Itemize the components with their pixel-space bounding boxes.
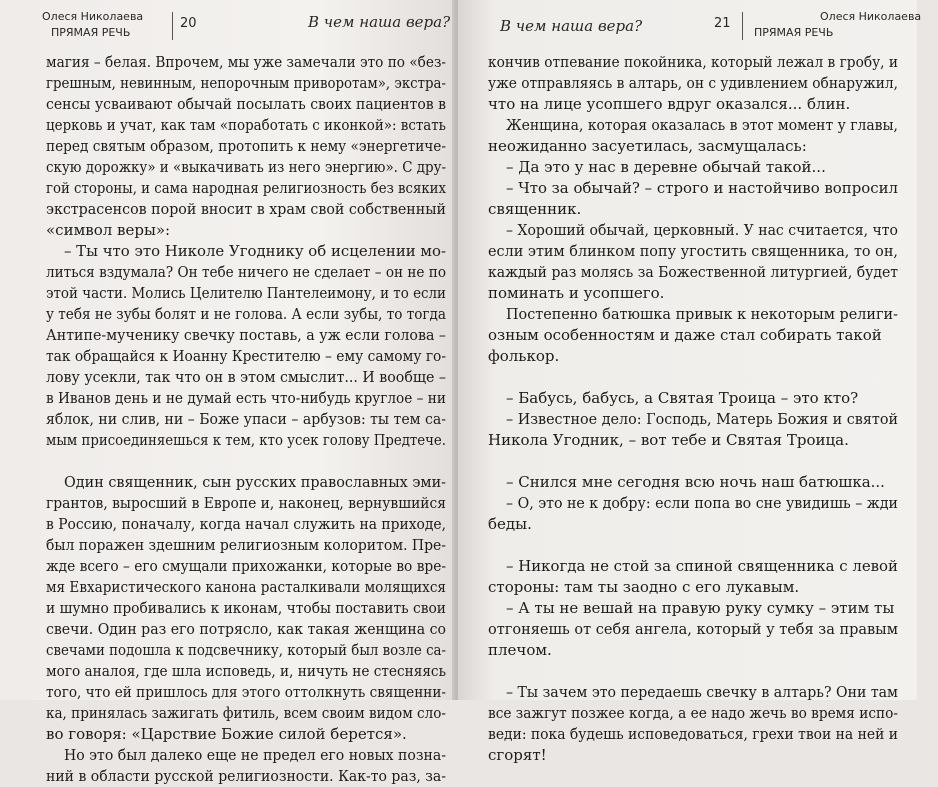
text-line: – Ты что это Николе Угоднику об исцелении мо-: [64, 242, 446, 260]
text-line: священник.: [488, 200, 582, 218]
text-line: что на лице усопшего вдруг оказался... блин.: [488, 95, 851, 113]
text-line: – Хороший обычай, церковный. У нас считается, что: [506, 221, 898, 239]
text-line: ка, принялась зажигать фитиль, всем своим видом сло-: [46, 704, 446, 722]
text-line: мым присоединяешься к тем, кто усек голову Предтече.: [46, 431, 446, 449]
text-line: Один священник, сын русских православных эми-: [64, 473, 446, 491]
left-header-divider: [172, 12, 173, 40]
text-line: – Известное дело: Господь, Матерь Божия и святой: [506, 410, 898, 428]
text-line: гой стороны, и сама народная религиозность без всяких: [46, 179, 446, 197]
text-line: Антипе-мученику свечку поставь, а уж если голова –: [46, 326, 446, 344]
left-page-number: 20: [180, 16, 197, 31]
right-author-name: Олеся Николаева: [820, 10, 922, 23]
text-line: – Бабусь, бабусь, а Святая Троица – это кто?: [506, 389, 859, 407]
text-line: – Никогда не стой за спиной священника с левой: [506, 557, 898, 575]
text-line: – А ты не вешай на правую руку сумку – этим ты: [506, 599, 895, 617]
right-page: [458, 0, 922, 764]
left-page: [0, 0, 456, 785]
text-line: – Что за обычай? – строго и настойчиво вопросил: [506, 179, 898, 197]
right-page-body: [488, 52, 898, 766]
text-line: свечи. Один раз его потрясло, как такая женщина со: [46, 620, 446, 638]
text-line: был поражен здешним религиозным колоритом. Пре-: [46, 536, 446, 554]
text-line: перед святым образом, протопить к нему «энергетиче-: [46, 137, 446, 155]
text-line: лову усекли, так что он в этом смыслит... И вообще –: [46, 368, 446, 386]
text-line: Постепенно батюшка привык к некоторым религи-: [506, 305, 898, 323]
text-line: озным особенностям и даже стал собирать такой: [488, 326, 882, 344]
right-running-title: В чем наша вера?: [500, 17, 643, 35]
right-header-divider: [742, 12, 743, 40]
text-line: в Иванов день и не думай есть что-нибудь круглое – ни: [46, 389, 446, 407]
text-line: экстрасенсов порой вносит в храм свой собственный: [46, 200, 446, 218]
text-line: во говоря: «Царствие Божие силой берется».: [46, 725, 407, 743]
paragraph-gap: [488, 367, 898, 388]
text-line: Никола Угодник, – вот тебе и Святая Троица.: [488, 431, 849, 449]
text-line: так обращайся к Иоанну Крестителю – ему самому го-: [46, 347, 446, 365]
text-line: магия – белая. Впрочем, мы уже замечали это по «без-: [46, 53, 446, 71]
paragraph-gap: [488, 661, 898, 682]
text-line: фолькор.: [488, 347, 560, 365]
left-series-name: ПРЯМАЯ РЕЧЬ: [51, 26, 131, 39]
text-line: яблок, ни слив, ни – Боже упаси – арбузов: ты тем са-: [46, 410, 446, 428]
text-line: отгоняешь от себя ангела, который у тебя за правым: [488, 620, 898, 638]
paragraph-gap: [46, 451, 446, 472]
text-line: у тебя не зубы болят и не голова. А если зубы, то тогда: [46, 305, 446, 323]
text-line: свечами подошла к подсвечнику, который был возле са-: [46, 641, 446, 659]
text-line: – О, это не к добру: если попа во сне увидишь – жди: [506, 494, 898, 512]
text-line: все зажгут позжее когда, а ее надо жечь во время испо-: [488, 704, 898, 722]
right-page-number: 21: [714, 16, 731, 31]
text-line: – Снился мне сегодня всю ночь наш батюшка...: [506, 473, 885, 491]
text-line: ний в области русской религиозности. Как-то раз, за-: [46, 767, 446, 785]
text-line: грешным, невинным, непорочным приворотам», экстра-: [46, 74, 446, 92]
text-line: скую дорожку» и «выкачивать из него энергию». С дру-: [46, 158, 446, 176]
text-line: неожиданно засуетилась, засмущалась:: [488, 137, 807, 155]
text-line: сенсы усваивают обычай посылать своих пациентов в: [46, 95, 446, 113]
left-author-name: Олеся Николаева: [42, 10, 144, 23]
text-line: – Да это у нас в деревне обычай такой...: [506, 158, 826, 176]
text-line: «символ веры»:: [46, 221, 171, 239]
text-line: мого аналоя, где шла исповедь, и, ничуть не стесняясь: [46, 662, 446, 680]
text-line: грантов, выросший в Европе и, наконец, вернувшийся: [46, 494, 446, 512]
text-line: если этим блинком попу угостить священника, то он,: [488, 242, 898, 260]
paragraph-gap: [488, 535, 898, 556]
right-series-name: ПРЯМАЯ РЕЧЬ: [754, 26, 834, 39]
text-line: жде всего – его смущали прихожанки, которые во вре-: [46, 557, 446, 575]
text-line: в Россию, поначалу, когда начал служить на приходе,: [46, 515, 446, 533]
text-line: поминать и усопшего.: [488, 284, 665, 302]
left-running-title: В чем наша вера?: [308, 13, 451, 31]
text-line: церковь и учат, как там «поработать с иконкой»: встать: [46, 116, 446, 134]
text-line: Женщина, которая оказалась в этот момент у главы,: [506, 116, 898, 134]
text-line: мя Евхаристического канона расталкивали молящихся: [46, 578, 446, 596]
text-line: литься вздумала? Он тебе ничего не сделает – он не по: [46, 263, 446, 281]
text-line: – Ты зачем это передаешь свечку в алтарь? Они там: [506, 683, 898, 701]
text-line: веди: пока будешь исповедоваться, грехи твои на ней и: [488, 725, 898, 743]
text-line: того, что ей пришлось для этого оттолкнуть священни-: [46, 683, 446, 701]
paragraph-gap: [488, 451, 898, 472]
text-line: сгорят!: [488, 746, 547, 764]
text-line: стороны: там ты заодно с его лукавым.: [488, 578, 800, 596]
left-page-body: [46, 52, 446, 787]
text-line: кончив отпевание покойника, который лежал в гробу, и: [488, 53, 898, 71]
text-line: каждый раз молясь за Божественной литургией, будет: [488, 263, 898, 281]
text-line: Но это был далеко еще не предел его новых позна-: [64, 746, 446, 764]
text-line: уже отправляясь в алтарь, он с удивлением обнаружил,: [488, 74, 898, 92]
text-line: этой части. Молись Целителю Пантелеимону, и то если: [46, 284, 446, 302]
text-line: плечом.: [488, 641, 552, 659]
text-line: и шумно пробивались к иконам, чтобы поставить свои: [46, 599, 446, 617]
text-line: беды.: [488, 515, 532, 533]
